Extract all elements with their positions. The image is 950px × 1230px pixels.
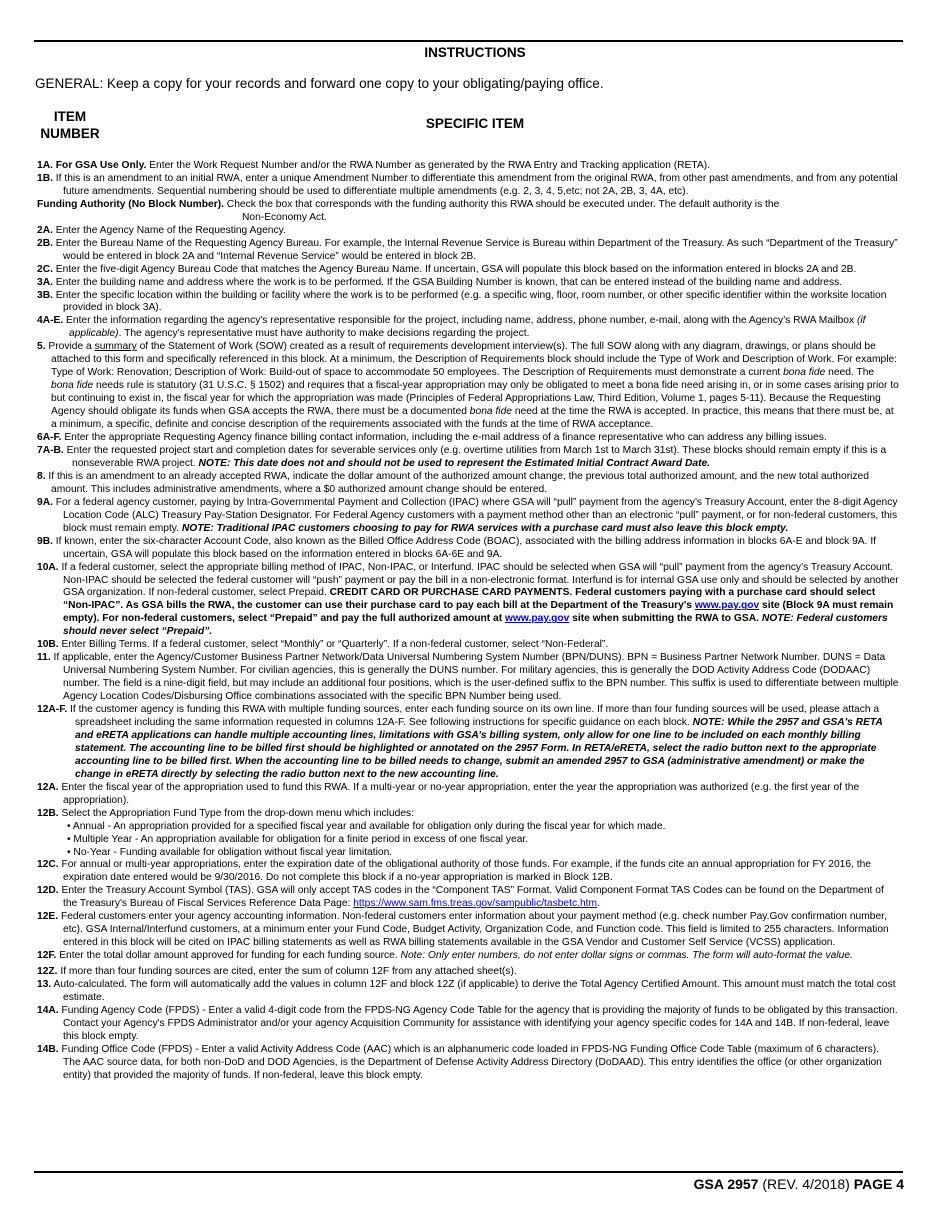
pay-gov-link[interactable]: www.pay.gov bbox=[694, 600, 760, 612]
entry-12e: 12E. Federal customers enter your agency accounting information. Non-federal customers enter information about your payment method (e.g. check number Pay.Gov confirmation number, etc). GSA Internal/Interfund customers, at a minimum enter your Fund Code, Budget Activity, Organization Code, and Function code. This field is limited to 255 characters. Information entered in this block will be cited on IPAC billing statements as well as RWA billing statements available in the GSA Vendor and Customer Self Service (VCSS) application. bbox=[37, 911, 889, 949]
entry-12f: 12F. Enter the total dollar amount approved for funding for each funding source. Note: Only enter numbers, do not enter dollar signs or commas. The form will auto-format the value. bbox=[37, 950, 853, 962]
entry-10a: 10A. If a federal customer, select the appropriate billing method of IPAC, Non-IPAC, or Interfund. IPAC should be selected when GSA will “pull” payment from the agency’s Treasury Account. Non-IPAC should be selected the federal customer will “push” payment or pay the bill in a non-electronic format. Interfund is for internal GSA use only and should be selected by another GSA organization. If non-federal customer, select Prepaid. CREDIT CARD OR PURCHASE CARD PAYMENTS. Federal customers paying with a purchase card should select “Non-IPAC”. As GSA bills the RWA, the customer can use their purchase card to pay each bill at the Department of the Treasury's www.pay.gov site (Block 9A must remain empty). For non-federal customers, select “Prepaid” and pay the full authorized amount at www.pay.gov site when submitting the RWA to GSA. NOTE: Federal customers should never select “Prepaid”. bbox=[37, 561, 899, 638]
tas-reference-link[interactable]: https://www.sam.fms.treas.gov/sampublic/tasbetc.htm bbox=[353, 898, 598, 910]
page-number: PAGE 4 bbox=[853, 1176, 904, 1192]
entry-3a: 3A. Enter the building name and address where the work is to be performed. If the GSA Building Number is known, that can be entered instead of the building name and address. bbox=[37, 276, 843, 288]
list-item: • Annual - An appropriation provided for a specified fiscal year and available for obligation only during the fiscal year for which made. bbox=[67, 820, 666, 832]
bottom-rule bbox=[34, 1171, 903, 1173]
list-item: • No-Year - Funding available for obligation without fiscal year limitation. bbox=[67, 846, 393, 858]
entry-12a: 12A. Enter the fiscal year of the appropriation used to fund this RWA. If a multi-year or no-year appropriation, enter the year the appropriation was authorized (e.g. the first year of the appropriation). bbox=[37, 781, 860, 806]
entry-12b: 12B. Select the Appropriation Fund Type from the drop-down menu which includes: bbox=[37, 807, 415, 819]
entry-7a-b: 7A-B. Enter the requested project start and completion dates for severable services only (e.g. overtime utilities from March 1st to March 31st). These blocks should remain empty if this is a nonseverable RWA project. NOTE: This date does not and should not be used to represent the Estimated Initial Contract Award Date. bbox=[37, 444, 887, 469]
entry-2c: 2C. Enter the five-digit Agency Bureau Code that matches the Agency Bureau Name. If uncertain, GSA will populate this block based on the information entered in blocks 2A and 2B. bbox=[37, 263, 857, 275]
entry-1b: 1B. If this is an amendment to an initial RWA, enter a unique Amendment Number to differentiate this amendment from the original RWA, from other past amendments, and from any potential future amendments. Sequential numbering should be used to differentiate multiple amendments (e.g. 2, 3, 4, 5,etc; not 2A, 2B, 3, 4A, etc). bbox=[37, 172, 898, 197]
entry-3b: 3B. Enter the specific location within the building or facility where the work is to be performed (e.g. a specific wing, floor, room number, or other specific identifier within the worksite location provided in block 3A). bbox=[37, 289, 887, 314]
entry-14b: 14B. Funding Office Code (FPDS) - Enter a valid Activity Address Code (AAC) which is an alphanumeric code loaded in FPDS-NG Funding Office Code Table (maximum of 6 characters). The AAC source data, for both non-DoD and DOD Agencies, is the Department of Defense Activity Address Directory (DoDAAD). This entry identifies the office (or other organization entity) that provided the majority of funds. If non-federal, leave this block empty. bbox=[37, 1043, 882, 1081]
instructions-body bbox=[37, 160, 899, 1083]
entry-10b: 10B. Enter Billing Terms. If a federal customer, select “Monthly” or “Quarterly”. If a non-federal customer, select “Non-Federal”. bbox=[37, 639, 609, 651]
entry-11: 11. If applicable, enter the Agency/Customer Business Partner Network/Data Universal Numbering System Number (BPN/DUNS). BPN = Business Partner Network Number. DUNS = Data Universal Numbering System Number. For civilian agencies, this is generally the DUNS number. For military agencies, this is generally the DOD Activity Address Code (DODAAC) number. The field is a nine-digit field, but may include an additional four positions, which is the user-defined suffix to the BPN number. This suffix is used to differentiate between multiple Agency Location Codes/Disbursing Office combinations associated with the specific BPN Number being used. bbox=[37, 652, 899, 703]
entry-8: 8. If this is an amendment to an already accepted RWA, indicate the dollar amount of the authorized amount change, the previous total authorized amount, and the new total authorized amount. This includes administrative amendments, where a $0 authorized amount change should be entered. bbox=[37, 470, 869, 495]
general-instruction: GENERAL: Keep a copy for your records and forward one copy to your obligating/paying office. bbox=[35, 76, 604, 91]
entry-12z: 12Z. If more than four funding sources are cited, enter the sum of column 12F from any attached sheet(s). bbox=[37, 966, 517, 978]
form-number: GSA 2957 bbox=[693, 1176, 759, 1192]
entry-2b: 2B. Enter the Bureau Name of the Requesting Agency Bureau. For example, the Internal Revenue Service is Bureau within Department of the Treasury. As such “Department of the Treasury” would be entered in block 2A and “Internal Revenue Service” would be entered in block 2B. bbox=[37, 237, 898, 262]
item-number-header-line2: NUMBER bbox=[40, 126, 100, 141]
pay-gov-link-2[interactable]: www.pay.gov bbox=[504, 613, 570, 625]
entry-9b: 9B. If known, enter the six-character Account Code, also known as the Billed Office Address Code (BOAC), associated with the billing address information in blocks 6A-E and block 9A. If uncertain, GSA will populate this block based on the information entered in blocks 6A-6E and 9A. bbox=[37, 535, 877, 560]
form-revision: (REV. 4/2018) bbox=[758, 1176, 854, 1192]
specific-item-header: SPECIFIC ITEM bbox=[425, 116, 525, 131]
entry-2a: 2A. Enter the Agency Name of the Requesting Agency. bbox=[37, 224, 286, 236]
top-rule bbox=[34, 40, 903, 42]
entry-12c: 12C. For annual or multi-year appropriations, enter the expiration date of the obligational authority of those funds. For example, if the funds cite an annual appropriation for FY 2016, the expiration date entered would be 9/30/2016. Do not complete this block if a no-year appropriation is marked in Block 12B. bbox=[37, 859, 871, 884]
entry-13: 13. Auto-calculated. The form will automatically add the values in column 12F and block 12Z (if applicable) to derive the Total Agency Certified Amount. This amount must match the total cost estimate. bbox=[37, 979, 896, 1003]
entry-6a-f: 6A-F. Enter the appropriate Requesting Agency finance billing contact information, including the e-mail address of a finance representative who can address any billing issues. bbox=[37, 432, 827, 444]
entry-5: 5. Provide a summary of the Statement of Work (SOW) created as a result of requirements development interview(s). The full SOW along with any diagram, drawings, or plans should be attached to this form and specifically referenced in this block. At a minimum, the Description of Requirements block should include the Type of Work and Description of Work. For example: Type of Work: Renovation; Description of Work: Build-out of space to accommodate 50 employees. The Description of Requirements must demonstrate a current bona fide need. The bona fide needs rule is statutory (31 U.S.C. § 1502) and requires that a fiscal-year appropriation may only be obligated to meet a bona fide need arising in, or in some cases arising prior to but continuing to exist in, the fiscal year for which the appropriation was made (Principles of Federal Appropriations Law, Third Edition, Volume 1, pages 5-11). Because the Requesting Agency should obligate its funds when GSA accepts the RWA, there must be a documented bona fide need at the time the RWA is accepted. In practice, this means that there must be, at a minimum, a specific, definite and concise description of the requirements associated with the funds at the time of RWA acceptance. bbox=[37, 341, 899, 431]
page-title: INSTRUCTIONS bbox=[424, 45, 526, 60]
entry-9a: 9A. For a federal agency customer, paying by Intra-Governmental Payment and Collection (IPAC) where GSA will “pull” payment from the agency’s Treasury Account, enter the 8-digit Agency Location Code (ALC) Treasury Pay-Station Designator. For Federal Agency customers with a payment method other than an electronic “pull” payment, or for non-federal customers, this block must remain empty. NOTE: Traditional IPAC customers choosing to pay for RWA services with a purchase card must also leave this block empty. bbox=[37, 496, 898, 534]
entry-funding-authority: Funding Authority (No Block Number). Check the box that corresponds with the funding authority this RWA should be executed under. The default authority is the Non-Economy Act. bbox=[37, 198, 780, 223]
entry-1a: 1A. For GSA Use Only. Enter the Work Request Number and/or the RWA Number as generated by the RWA Entry and Tracking application (RETA). bbox=[37, 160, 710, 171]
item-number-header-line1: ITEM bbox=[53, 109, 87, 124]
entry-4a-e: 4A-E. Enter the information regarding the agency's representative responsible for the project, including name, address, phone number, e-mail, along with the Agency’s RWA Mailbox (if applicable). The agency's representative must have authority to make decisions regarding the project. bbox=[37, 315, 866, 340]
entry-12a-f: 12A-F. If the customer agency is funding this RWA with multiple funding sources, enter each funding source on its own line. If more than four funding sources will be used, please attach a spreadsheet including the same information requested in columns 12A-F. See following instructions for specific guidance on each block. NOTE: While the 2957 and GSA's RETA and eRETA applications can handle multiple accounting lines, limitations with GSA’s billing system, only allow for one line to be included on each monthly billing statement. The accounting line to be billed first should be highlighted or annotated on the 2957 Form. In RETA/eRETA, select the radio button next to the appropriate accounting line to be billed first. When the accounting line to be billed needs to change, submit an amended 2957 to GSA (administrative amendment) or make the change in eRETA directly by selecting the radio button next to the new accounting line. bbox=[37, 704, 883, 780]
entry-14a: 14A. Funding Agency Code (FPDS) - Enter a valid 4-digit code from the FPDS-NG Agency Code Table for the agency that is providing the majority of funds to be obligated by this transaction. Contact your Agency's FPDS Administrator and/or your agency Acquisition Community for assistance with identifying your agency specific codes for 14A and 14B. If non-federal, leave this block empty. bbox=[37, 1004, 898, 1042]
page-footer bbox=[694, 1176, 904, 1192]
list-item: • Multiple Year - An appropriation available for obligation for a finite period in excess of one fiscal year. bbox=[67, 833, 529, 845]
entry-12d: 12D. Enter the Treasury Account Symbol (TAS). GSA will only accept TAS codes in the “Component TAS” Format. Valid Component Format TAS Codes can be found on the Department of the Treasury's Bureau of Fiscal Services Reference Data Page: https://www.sam.fms.treas.gov/sampublic/tasbetc.htm. bbox=[37, 885, 884, 910]
